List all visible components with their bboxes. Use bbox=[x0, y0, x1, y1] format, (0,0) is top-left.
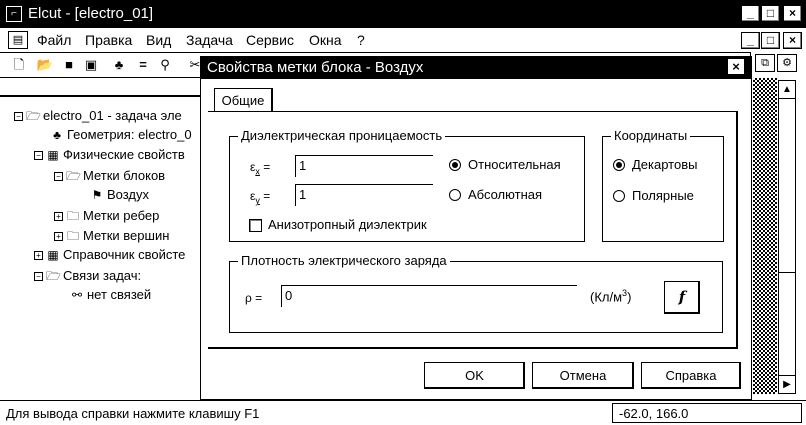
doc-icon[interactable]: ▤ bbox=[8, 31, 28, 49]
expand-icon[interactable]: + bbox=[34, 251, 43, 260]
dialog-title-bar bbox=[201, 57, 751, 79]
cursor-coordinates: -62.0, 166.0 bbox=[612, 403, 802, 423]
copy-icon[interactable]: ⧉ bbox=[755, 54, 775, 72]
epsilon-y-input[interactable]: 1 bbox=[295, 184, 433, 206]
folder-icon: 🗀 bbox=[66, 209, 79, 223]
equals-icon[interactable]: = bbox=[139, 57, 147, 72]
status-bar bbox=[0, 400, 806, 425]
scroll-up-icon[interactable]: ▲ bbox=[779, 81, 795, 99]
scroll-thumb[interactable] bbox=[779, 101, 795, 273]
side-panel bbox=[750, 52, 806, 400]
anisotropic-checkbox[interactable] bbox=[249, 219, 262, 232]
polar-radio[interactable] bbox=[613, 190, 625, 202]
geometry-icon[interactable]: ♣ bbox=[114, 57, 124, 72]
dialog-title: Свойства метки блока - Воздух bbox=[207, 59, 424, 76]
open-icon[interactable]: 📂 bbox=[36, 57, 54, 72]
tree-item-edge-labels[interactable]: + 🗀 Метки ребер bbox=[54, 207, 159, 228]
permittivity-legend: Диэлектрическая проницаемость bbox=[238, 128, 445, 143]
mdi-minimize-button[interactable]: _ bbox=[741, 32, 760, 49]
collapse-icon[interactable]: − bbox=[14, 112, 23, 121]
transform-icon[interactable]: ⚲ bbox=[160, 57, 170, 72]
menu-service[interactable]: Сервис bbox=[246, 32, 294, 48]
cut-icon[interactable]: ✂ bbox=[189, 57, 201, 72]
status-text: Для вывода справки нажмите клавишу F1 bbox=[6, 406, 260, 421]
close-button[interactable]: × bbox=[783, 5, 802, 22]
menu-edit[interactable]: Правка bbox=[85, 32, 133, 48]
charge-density-legend: Плотность электрического заряда bbox=[238, 253, 450, 268]
menu-bar bbox=[0, 28, 806, 52]
table-icon: ▦ bbox=[47, 148, 59, 162]
expand-icon[interactable]: + bbox=[54, 212, 63, 221]
collapse-icon[interactable]: − bbox=[34, 151, 43, 160]
absolute-radio[interactable] bbox=[449, 189, 461, 201]
app-icon[interactable]: ⌐ bbox=[6, 6, 22, 22]
expand-icon[interactable]: + bbox=[54, 232, 63, 241]
tree-item-physical[interactable]: − ▦ Физические свойств bbox=[34, 147, 185, 162]
menu-file[interactable]: Файл bbox=[37, 32, 72, 48]
dither-area bbox=[753, 78, 777, 394]
tree-item-block-labels[interactable]: − 🗁 Метки блоков bbox=[54, 167, 165, 188]
project-tree bbox=[0, 95, 206, 400]
epsilon-x-input[interactable]: 1 bbox=[295, 155, 433, 177]
collapse-icon[interactable]: − bbox=[34, 272, 43, 281]
tree-item-geometry[interactable]: ♣ Геометрия: electro_0 bbox=[50, 127, 192, 142]
mdi-close-button[interactable]: × bbox=[783, 32, 802, 49]
tab-general[interactable]: Общие bbox=[214, 88, 273, 112]
link-icon: ⚯ bbox=[71, 288, 83, 302]
app-title: Elcut - [electro_01] bbox=[28, 5, 154, 22]
label-icon: ⚑ bbox=[91, 188, 103, 202]
vertical-scrollbar[interactable] bbox=[778, 80, 796, 394]
tree-item-reference[interactable]: + ▦ Справочник свойсте bbox=[34, 247, 185, 262]
absolute-label: Абсолютная bbox=[468, 187, 543, 202]
help-button[interactable]: Справка bbox=[641, 362, 741, 389]
anisotropic-label: Анизотропный диэлектрик bbox=[268, 217, 427, 232]
charge-density-input[interactable]: 0 bbox=[281, 285, 577, 307]
epsilon-y-label: $\varepsilon_y$ = bbox=[250, 189, 271, 206]
relative-label: Относительная bbox=[468, 157, 561, 172]
folder-icon: 🗁 bbox=[46, 269, 61, 283]
epsilon-x-label: $\varepsilon_x$ = bbox=[250, 160, 271, 177]
geometry-icon: ♣ bbox=[53, 128, 61, 142]
settings-icon[interactable]: ⚙ bbox=[777, 54, 797, 72]
ok-button[interactable]: OK bbox=[424, 362, 525, 389]
function-button[interactable]: f bbox=[664, 281, 700, 314]
app-title-bar bbox=[0, 0, 806, 28]
charge-unit-label: $(Кл/м^3)$ bbox=[590, 288, 632, 305]
maximize-button[interactable]: □ bbox=[761, 5, 780, 22]
menu-task[interactable]: Задача bbox=[186, 32, 233, 48]
collapse-icon[interactable]: − bbox=[54, 172, 63, 181]
save-icon[interactable]: ■ bbox=[65, 57, 73, 72]
new-icon[interactable]: 🗋 bbox=[13, 57, 25, 72]
minimize-button[interactable]: _ bbox=[741, 5, 760, 22]
cartesian-label: Декартовы bbox=[632, 157, 698, 172]
cancel-button[interactable]: Отмена bbox=[532, 362, 634, 389]
cartesian-radio[interactable] bbox=[613, 159, 625, 171]
rho-label: ρ = bbox=[245, 291, 263, 305]
tree-item-air[interactable]: ⚑ Воздух bbox=[91, 187, 150, 202]
dialog-close-button[interactable]: × bbox=[727, 58, 745, 75]
table-icon: ▦ bbox=[47, 248, 59, 262]
tree-item-no-links[interactable]: ⚯ нет связей bbox=[71, 287, 152, 302]
polar-label: Полярные bbox=[632, 188, 694, 203]
mdi-restore-button[interactable]: □ bbox=[761, 32, 780, 49]
menu-help[interactable]: ? bbox=[357, 32, 365, 48]
relative-radio[interactable] bbox=[449, 159, 461, 171]
scroll-right-icon[interactable]: ▶ bbox=[779, 375, 795, 393]
tree-item-links[interactable]: − 🗁 Связи задач: bbox=[34, 267, 141, 288]
coordinates-legend: Координаты bbox=[611, 128, 690, 143]
tree-item-vertex-labels[interactable]: + 🗀 Метки вершин bbox=[54, 227, 169, 248]
menu-windows[interactable]: Окна bbox=[309, 32, 342, 48]
menu-view[interactable]: Вид bbox=[146, 32, 172, 48]
tree-item-problem[interactable]: − 🗁 electro_01 - задача эле bbox=[14, 107, 182, 128]
folder-icon: 🗀 bbox=[66, 229, 79, 243]
folder-icon: 🗁 bbox=[66, 169, 81, 183]
save-all-icon[interactable]: ▣ bbox=[84, 57, 98, 72]
problem-icon: 🗁 bbox=[26, 109, 41, 123]
